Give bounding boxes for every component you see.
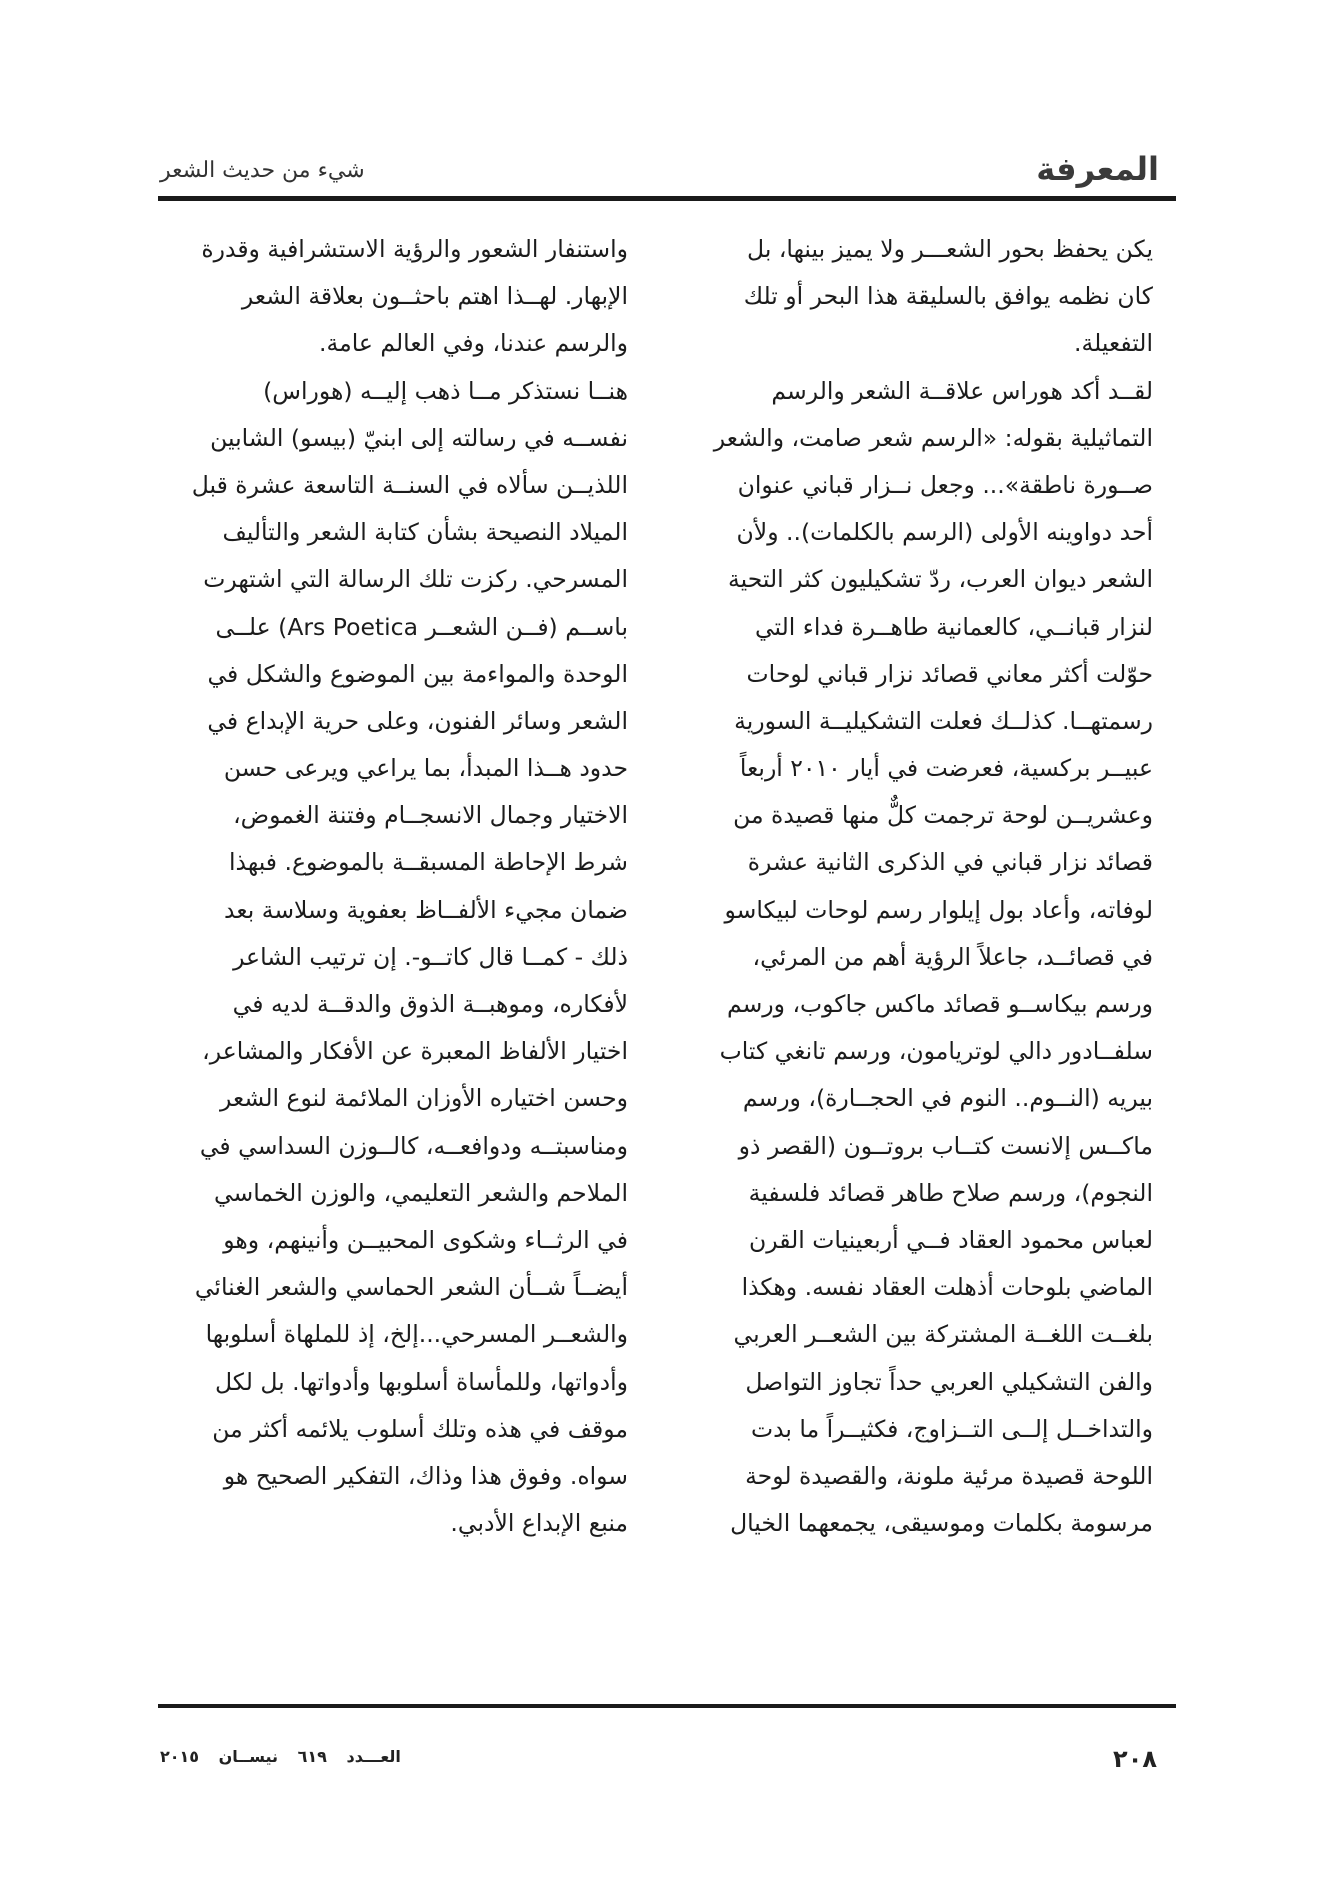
text-line: الشعر وسائر الفنون، وعلى حرية الإبداع في <box>207 706 628 735</box>
text-line: لقــد أكد هوراس علاقــة الشعر والرسم <box>771 376 1153 405</box>
text-line: نفســه في رسالته إلى ابنيّ (بيسو) الشابين <box>210 423 628 452</box>
magazine-logo: المعرفة <box>1036 150 1159 188</box>
text-line: الوحدة والمواءمة بين الموضوع والشكل في <box>207 659 628 688</box>
text-line: سواه. وفوق هذا وذاك، التفكير الصحيح هو <box>223 1461 628 1490</box>
text-line: حوّلت أكثر معاني قصائد نزار قباني لوحات <box>746 659 1153 688</box>
text-line: أيضــاً شــأن الشعر الحماسي والشعر الغنائي <box>194 1273 628 1302</box>
header-rule <box>158 196 1176 201</box>
text-line: عبيــر بركسية، فعرضت في أيار ٢٠١٠ أربعاً <box>739 754 1153 783</box>
text-line: والشعــر المسرحي...إلخ، إذ للملهاة أسلوبها <box>205 1320 628 1349</box>
text-line: بلغــت اللغــة المشتركة بين الشعــر العربي <box>733 1320 1153 1349</box>
text-line: حدود هــذا المبدأ، بما يراعي ويرعى حسن <box>223 754 628 783</box>
text-line: صــورة ناطقة»... وجعل نــزار قباني عنوان <box>737 470 1153 499</box>
text-line: والرسم عندنا، وفي العالم عامة. <box>319 329 628 358</box>
text-line: لوفاته، وأعاد بول إيلوار رسم لوحات لبيكاسو <box>724 895 1153 924</box>
text-line: واستنفار الشعور والرؤية الاستشرافية وقدرة <box>201 235 628 263</box>
text-line: موقف في هذه وتلك أسلوب يلائمه أكثر من <box>212 1414 628 1443</box>
left-text-column <box>156 226 628 1547</box>
text-line: أحد دواوينه الأولى (الرسم بالكلمات).. ولأن <box>736 518 1153 547</box>
text-line: يكن يحفظ بحور الشعـــر ولا يميز بينها، بل <box>747 235 1153 263</box>
text-line: ذلك - كمــا قال كاتــو-. إن ترتيب الشاعر <box>233 942 628 971</box>
text-line: اللذيــن سألاه في السنــة التاسعة عشرة قبل <box>191 470 628 499</box>
text-line: باســم (فــن الشعــر Ars Poetica) علــى <box>215 612 628 641</box>
text-line: ومناسبتــه ودوافعــه، كالــوزن السداسي في <box>199 1131 628 1160</box>
article-title: شيء من حديث الشعر <box>160 158 365 183</box>
text-line: شرط الإحاطة المسبقــة بالموضوع. فبهذا <box>229 848 628 877</box>
text-line: الشعر ديوان العرب، ردّ تشكيليون كثر التحية <box>728 565 1153 594</box>
text-line: التفعيلة. <box>1074 329 1153 358</box>
text-line: ورسم بيكاســو قصائد ماكس جاكوب، ورسم <box>726 990 1153 1018</box>
text-line: سلفــادور دالي لوتريامون، ورسم تانغي كتاب <box>719 1037 1153 1066</box>
text-line: لعباس محمود العقاد فــي أربعينيات القرن <box>749 1225 1153 1254</box>
page-number: ٢٠٨ <box>1113 1745 1157 1773</box>
text-line: وأدواتها، وللمأساة أسلوبها وأدواتها. بل لكل <box>214 1367 628 1396</box>
text-line: الميلاد النصيحة بشأن كتابة الشعر والتأليف <box>222 518 628 547</box>
text-line: والتداخــل إلــى التــزاوج، فكثيــراً ما بدت <box>750 1414 1153 1443</box>
text-line: الإبهار. لهــذا اهتم باحثــون بعلاقة الشعر <box>241 282 628 311</box>
text-line: قصائد نزار قباني في الذكرى الثانية عشرة <box>747 848 1153 877</box>
text-line: في الرثــاء وشكوى المحبيــن وأنينهم، وهو <box>223 1225 628 1254</box>
issue-info: العـــدد ٦١٩ نيســان ٢٠١٥ <box>160 1747 401 1766</box>
text-line: الماضي بلوحات أذهلت العقاد نفسه. وهكذا <box>741 1273 1153 1302</box>
text-line: اللوحة قصيدة مرئية ملونة، والقصيدة لوحة <box>745 1461 1153 1490</box>
text-line: المسرحي. ركزت تلك الرسالة التي اشتهرت <box>203 565 628 594</box>
text-line: التماثيلية بقوله: «الرسم شعر صامت، والشعر <box>713 423 1153 452</box>
text-line: كان نظمه يوافق بالسليقة هذا البحر أو تلك <box>743 282 1153 311</box>
text-line: بيريه (النــوم.. النوم في الحجــارة)، ورسم <box>742 1084 1153 1113</box>
footer-rule <box>158 1704 1176 1708</box>
text-line: رسمتهــا. كذلــك فعلت التشكيليــة السورية <box>734 706 1153 735</box>
text-line: هنــا نستذكر مــا ذهب إليــه (هوراس) <box>263 376 628 405</box>
text-line: في قصائــد، جاعلاً الرؤية أهم من المرئي، <box>752 942 1153 971</box>
text-line: لنزار قبانــي، كالعمانية طاهــرة فداء التي <box>754 612 1153 641</box>
text-line: والفن التشكيلي العربي حداً تجاوز التواصل <box>745 1367 1153 1396</box>
text-line: لأفكاره، وموهبــة الذوق والدقــة لديه في <box>232 990 628 1018</box>
right-text-column <box>681 226 1153 1547</box>
text-line: ماكــس إلانست كتــاب بروتــون (القصر ذو <box>738 1131 1153 1160</box>
text-line: وعشريــن لوحة ترجمت كلٌّ منها قصيدة من <box>733 801 1153 830</box>
text-line: مرسومة بكلمات وموسيقى، يجمعهما الخيال <box>730 1509 1153 1538</box>
text-line: الملاحم والشعر التعليمي، والوزن الخماسي <box>213 1178 628 1207</box>
text-line: وحسن اختياره الأوزان الملائمة لنوع الشعر <box>220 1084 628 1113</box>
text-line: اختيار الألفاظ المعبرة عن الأفكار والمشاعر، <box>202 1037 628 1066</box>
text-line: ضمان مجيء الألفــاظ بعفوية وسلاسة بعد <box>224 895 628 924</box>
text-line: منبع الإبداع الأدبي. <box>450 1509 628 1538</box>
text-line: الاختيار وجمال الانسجــام وفتنة الغموض، <box>233 801 628 830</box>
text-line: النجوم)، ورسم صلاح طاهر قصائد فلسفية <box>748 1178 1153 1207</box>
